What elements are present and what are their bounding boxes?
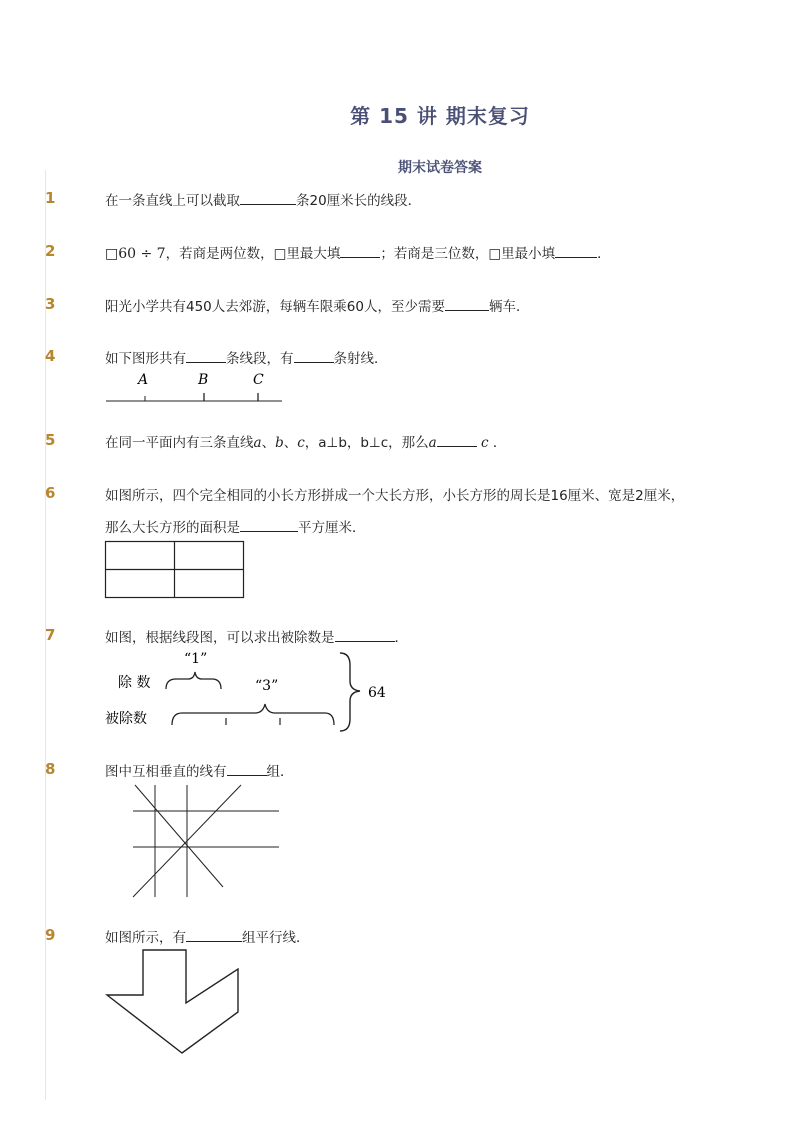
perpendicular-lines-figure xyxy=(125,783,285,901)
total-brace xyxy=(340,653,360,731)
rectangle-grid-figure xyxy=(104,540,246,600)
page-title: 第 15 讲 期末复习 xyxy=(350,104,530,128)
question-9-text xyxy=(105,926,310,946)
question-3-text xyxy=(105,295,529,315)
question-6-line-2 xyxy=(105,516,366,536)
text-segment: ． xyxy=(597,246,611,262)
question-5-text xyxy=(105,431,506,451)
text-segment: 如图，根据线段图，可以求出被除数是 xyxy=(105,630,335,646)
text-segment: 条20厘米长的线段． xyxy=(296,193,422,209)
mark-three-label: “3” xyxy=(255,678,279,694)
answer-blank xyxy=(445,298,489,311)
point-label-a: A xyxy=(138,372,149,388)
question-8-text xyxy=(105,760,294,780)
math-variable: a xyxy=(253,435,262,451)
answer-blank xyxy=(340,245,380,258)
question-number: 1 xyxy=(45,189,56,207)
math-variable: c xyxy=(481,435,489,451)
mark-one-label: “1” xyxy=(184,651,208,667)
question-number: 6 xyxy=(45,484,56,502)
question-1-text xyxy=(105,189,421,209)
question-number: 7 xyxy=(45,626,56,644)
math-expression: □60 ÷ 7 xyxy=(105,246,166,262)
text-segment: 如图所示，有 xyxy=(105,930,186,946)
segment-ray-figure xyxy=(100,368,290,408)
question-6-line-1: 如图所示，四个完全相同的小长方形拼成一个大长方形，小长方形的周长是16厘米、宽是2厘米， xyxy=(105,488,685,504)
divisor-label: 除 数 xyxy=(118,675,151,691)
math-variable: c xyxy=(297,435,305,451)
question-number: 3 xyxy=(45,295,56,313)
text-segment: 组平行线． xyxy=(242,930,310,946)
text-segment: 、 xyxy=(261,435,276,451)
text-segment: 在一条直线上可以截取 xyxy=(105,193,240,209)
answer-blank xyxy=(294,350,334,363)
question-number: 9 xyxy=(45,926,56,944)
text-segment: 辆车． xyxy=(488,299,530,315)
answer-blank xyxy=(335,629,395,642)
point-label-c: C xyxy=(253,372,264,388)
question-number: 4 xyxy=(45,347,56,365)
answer-blank xyxy=(186,350,226,363)
answer-blank xyxy=(555,245,597,258)
dividend-label: 被除数 xyxy=(105,711,147,727)
text-segment: 那么大长方形的面积是 xyxy=(105,520,240,536)
text-segment: 图中互相垂直的线有 xyxy=(105,764,227,780)
text-segment: 组． xyxy=(266,764,294,780)
answer-blank xyxy=(186,929,242,942)
point-label-b: B xyxy=(198,372,209,388)
answer-blank xyxy=(437,434,477,447)
text-segment: 条线段，有 xyxy=(226,351,294,367)
dividend-brace xyxy=(172,704,334,725)
text-segment: ． xyxy=(394,630,408,646)
page-subtitle: 期末试卷答案 xyxy=(398,160,482,176)
text-segment: 阳光小学共有450人去郊游，每辆车限乘60人，至少需要 xyxy=(105,299,445,315)
math-variable: a xyxy=(428,435,437,451)
math-variable: b xyxy=(275,435,284,451)
text-segment: 平方厘米． xyxy=(298,520,366,536)
question-4-text xyxy=(105,347,388,367)
question-2-text xyxy=(105,242,611,262)
text-segment: 、 xyxy=(283,435,298,451)
segment-diagram-figure xyxy=(100,645,400,735)
question-number: 2 xyxy=(45,242,56,260)
answer-blank xyxy=(240,192,296,205)
text-segment: ，a⊥b，b⊥c，那么 xyxy=(304,435,429,451)
question-7-text xyxy=(105,626,408,646)
parallel-lines-figure xyxy=(100,945,250,1060)
answer-blank xyxy=(227,763,267,776)
answer-blank xyxy=(240,519,298,532)
text-segment: 如下图形共有 xyxy=(105,351,186,367)
divisor-brace xyxy=(166,672,221,689)
question-number: 5 xyxy=(45,431,56,449)
text-segment: ；若商是三位数，□里最小填 xyxy=(380,246,556,262)
text-segment: 在同一平面内有三条直线 xyxy=(105,435,254,451)
text-segment: ，若商是两位数，□里最大填 xyxy=(165,246,341,262)
question-number: 8 xyxy=(45,760,56,778)
text-segment: 条射线． xyxy=(333,351,388,367)
text-segment: ． xyxy=(492,435,507,451)
total-label: 64 xyxy=(368,685,386,701)
